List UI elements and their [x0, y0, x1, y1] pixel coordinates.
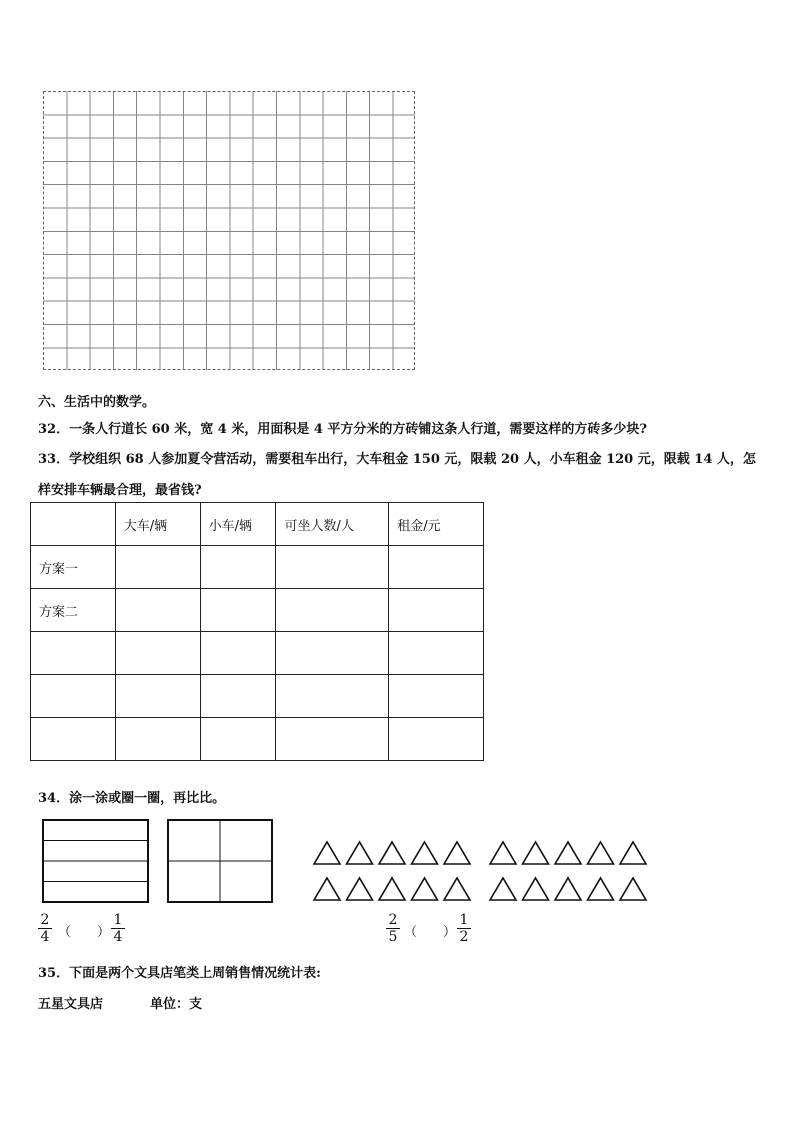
fraction-denominator: 5	[388, 929, 398, 945]
section-6-title: 六、生活中的数学。	[38, 395, 156, 410]
table-cell[interactable]	[276, 632, 389, 675]
fraction-numerator: 2	[38, 912, 52, 929]
fraction-numerator: 1	[457, 912, 471, 929]
table-row	[31, 632, 484, 675]
question-33-line2: 样安排车辆最合理，最省钱?	[38, 483, 202, 498]
table-cell[interactable]	[276, 675, 389, 718]
table-header-cell: 可坐人数/人	[276, 503, 389, 546]
question-35: 35．下面是两个文具店笔类上周销售情况统计表:	[38, 966, 321, 981]
triangle-icon[interactable]	[620, 842, 646, 864]
triangle-icon[interactable]	[555, 842, 581, 864]
rental-plan-table	[30, 502, 484, 761]
fraction-1-4	[111, 912, 125, 945]
triangle-icon[interactable]	[379, 878, 405, 900]
triangle-icon[interactable]	[555, 878, 581, 900]
table-header-cell: 租金/元	[389, 503, 484, 546]
table-header-cell: 大车/辆	[115, 503, 200, 546]
question-33-line1: 33．学校组织 68 人参加夏令营活动，需要租车出行，大车租金 150 元，限载 20 人，小车租金 120 元，限载 14 人，怎	[38, 452, 756, 467]
table-cell[interactable]	[276, 718, 389, 761]
table-cell: 方案二	[31, 589, 116, 632]
triangle-icon[interactable]	[412, 842, 438, 864]
table-cell[interactable]	[115, 546, 200, 589]
table-cell[interactable]	[389, 718, 484, 761]
triangle-icon[interactable]	[444, 842, 470, 864]
triangle-icon[interactable]	[490, 842, 516, 864]
triangle-icon[interactable]	[347, 878, 373, 900]
triangle-icon[interactable]	[314, 878, 340, 900]
table-cell[interactable]	[200, 718, 276, 761]
table-cell[interactable]	[200, 546, 276, 589]
rectangle-four-strips[interactable]	[42, 819, 150, 903]
table-row	[31, 589, 484, 632]
triangle-icon[interactable]	[412, 878, 438, 900]
fraction-denominator: 2	[459, 929, 469, 945]
table-cell[interactable]	[31, 718, 116, 761]
triangle-icon[interactable]	[347, 842, 373, 864]
table-cell[interactable]	[389, 589, 484, 632]
triangle-icon[interactable]	[588, 842, 614, 864]
triangle-icon[interactable]	[379, 842, 405, 864]
table-row	[31, 718, 484, 761]
table-cell[interactable]	[200, 675, 276, 718]
question-34: 34．涂一涂或圈一圈，再比比。	[38, 791, 226, 806]
table-cell[interactable]	[115, 632, 200, 675]
table-header-cell: 小车/辆	[200, 503, 276, 546]
table-cell[interactable]	[276, 546, 389, 589]
table-cell: 方案一	[31, 546, 116, 589]
table-cell[interactable]	[115, 675, 200, 718]
triangle-icon[interactable]	[490, 878, 516, 900]
unit-label: 单位：支	[150, 997, 203, 1012]
triangle-icon[interactable]	[588, 878, 614, 900]
table-cell[interactable]	[31, 632, 116, 675]
table-cell[interactable]	[31, 675, 116, 718]
table-row	[31, 546, 484, 589]
store-name: 五星文具店	[38, 997, 104, 1012]
fraction-1-2	[457, 912, 471, 945]
question-32: 32．一条人行道长 60 米，宽 4 米，用面积是 4 平方分米的方砖铺这条人行道，需要这样的方砖多少块?	[38, 422, 648, 437]
triangle-icon[interactable]	[620, 878, 646, 900]
table-cell[interactable]	[115, 718, 200, 761]
fraction-denominator: 4	[40, 929, 50, 945]
fraction-2-5	[386, 912, 400, 945]
table-cell[interactable]	[276, 589, 389, 632]
fraction-2-4	[38, 912, 52, 945]
table-cell[interactable]	[200, 632, 276, 675]
triangle-icon[interactable]	[314, 842, 340, 864]
table-cell[interactable]	[115, 589, 200, 632]
triangle-icon[interactable]	[523, 878, 549, 900]
fraction-denominator: 4	[113, 929, 123, 945]
table-header-row	[31, 503, 484, 546]
table-cell[interactable]	[389, 546, 484, 589]
compare-blank-left[interactable]: （ ）	[58, 925, 111, 940]
fraction-numerator: 1	[111, 912, 125, 929]
table-cell[interactable]	[389, 632, 484, 675]
table-cell[interactable]	[389, 675, 484, 718]
triangle-icon[interactable]	[444, 878, 470, 900]
table-row	[31, 675, 484, 718]
triangle-icon[interactable]	[523, 842, 549, 864]
grid-paper	[43, 91, 415, 370]
table-header-cell	[31, 503, 116, 546]
rectangle-four-quadrants[interactable]	[167, 819, 274, 903]
compare-blank-right[interactable]: （ ）	[404, 925, 457, 940]
fraction-numerator: 2	[386, 912, 400, 929]
triangle-group	[312, 840, 654, 906]
table-cell[interactable]	[200, 589, 276, 632]
